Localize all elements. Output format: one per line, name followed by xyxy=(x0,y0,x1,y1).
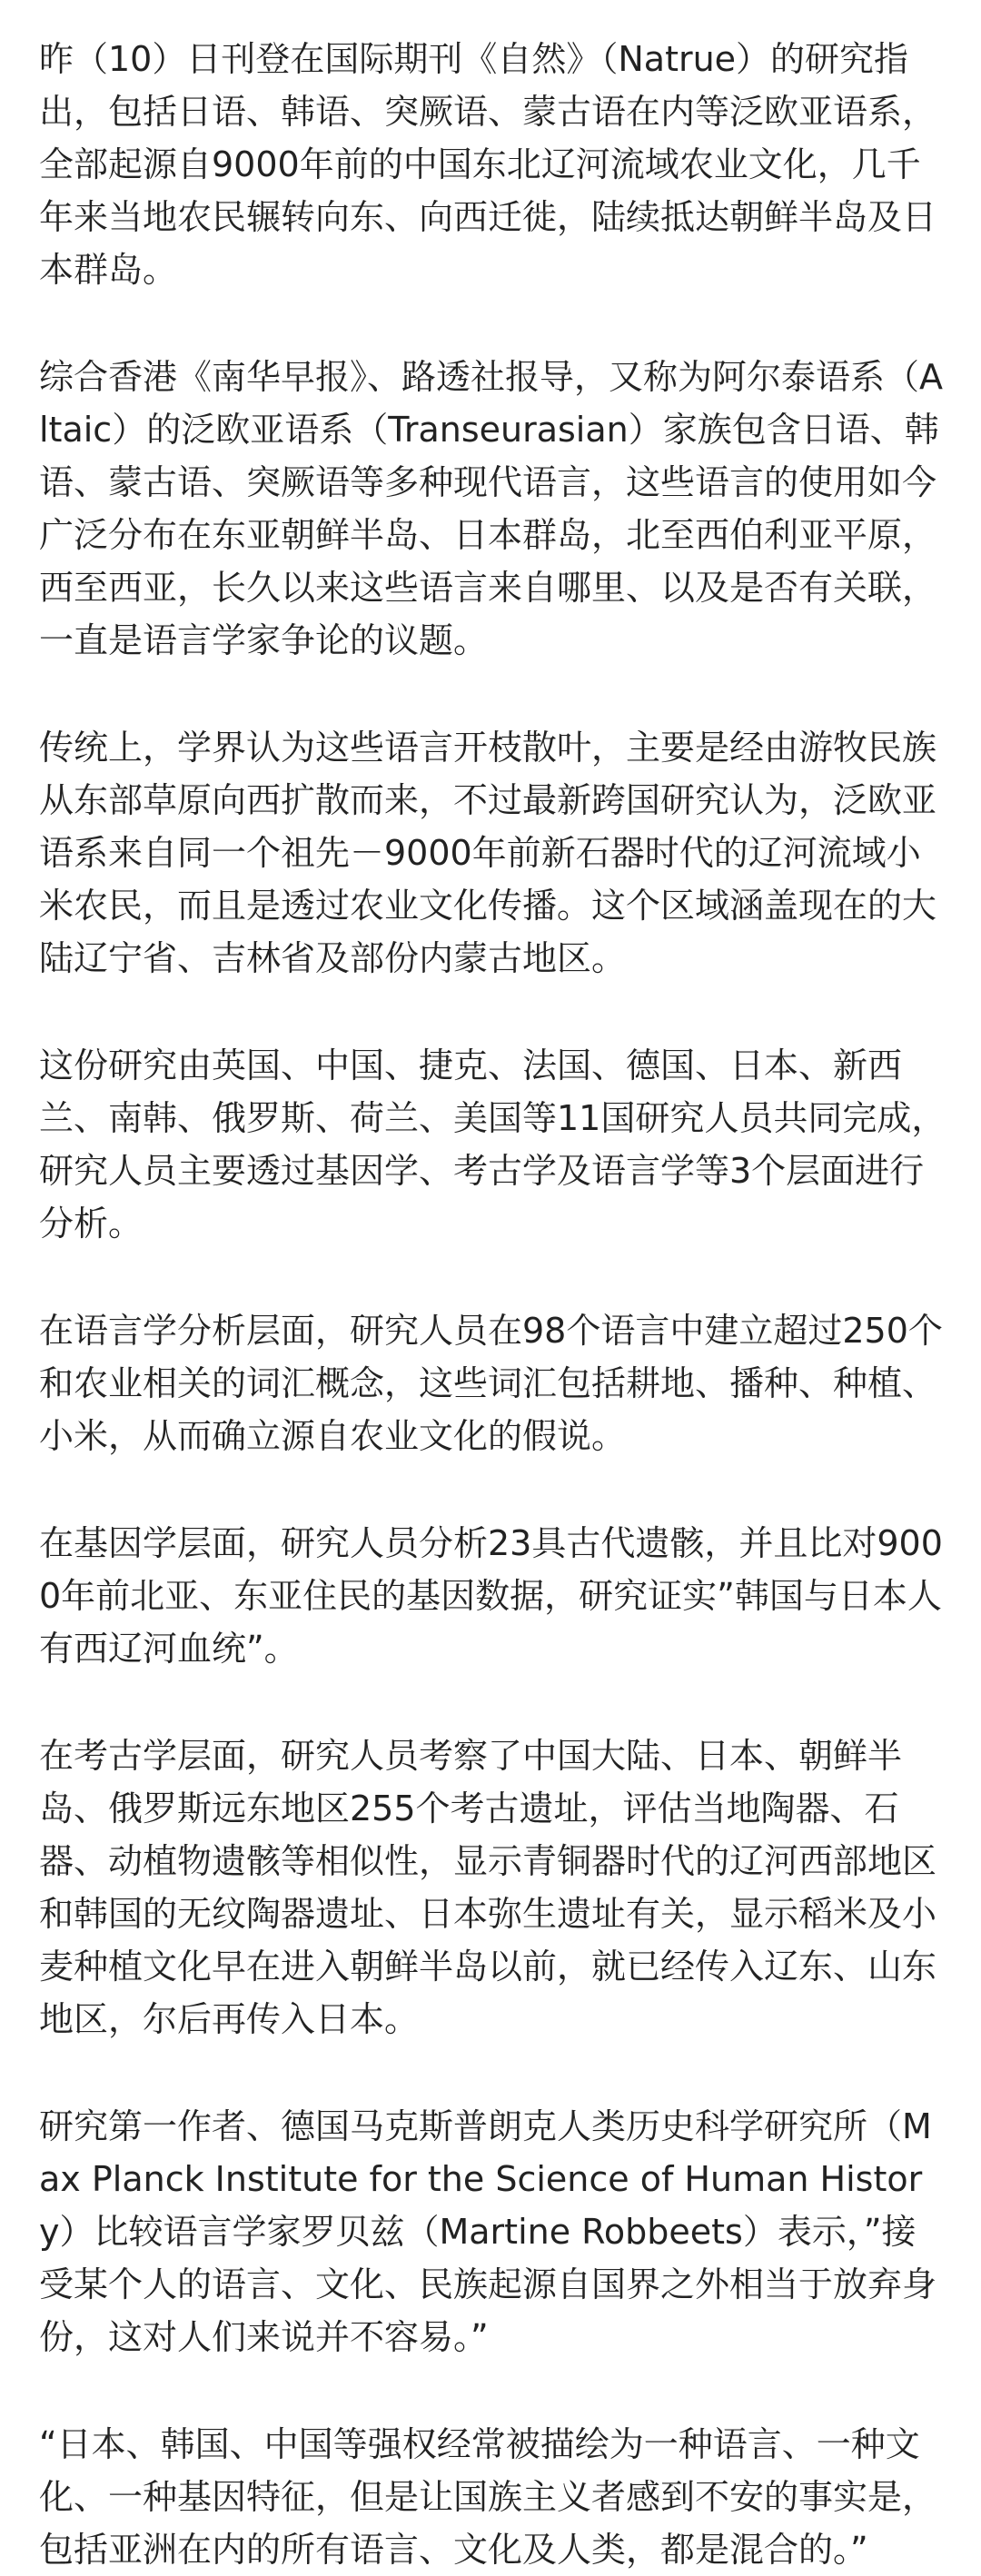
paragraph-7: 在考古学层面，研究人员考察了中国大陆、日本、朝鲜半岛、俄罗斯远东地区255个考古遗址，评估当地陶器、石器、动植物遗骸等相似性，显示青铜器时代的辽河西部地区和韩国的无纹陶器遗址、日本弥生遗址有关，显示稻米及小麦种植文化早在进入朝鲜半岛以前，就已经传入辽东、山东地区，尔后再传入日本。 xyxy=(39,1736,937,2039)
paragraph-5: 在语言学分析层面，研究人员在98个语言中建立超过250个和农业相关的词汇概念，这些词汇包括耕地、播种、种植、小米，从而确立源自农业文化的假说。 xyxy=(39,1311,943,1456)
paragraph-1: 昨（10）日刊登在国际期刊《自然》（Natrue）的研究指出，包括日语、韩语、突厥语、蒙古语在内等泛欧亚语系，全部起源自9000年前的中国东北辽河流域农业文化，几千年来当地农民辗转向东、向西迁徙，陆续抵达朝鲜半岛及日本群岛。 xyxy=(39,39,937,290)
paragraph-8: 研究第一作者、德国马克斯普朗克人类历史科学研究所（Max Planck Institute for the Science of Human History）比较语言学家罗贝兹（Martine Robbeets）表示，”接受某个人的语言、文化、民族起源自国界之外相当于放弃身份，这对人们来说并不容易。” xyxy=(39,2106,937,2357)
article-body xyxy=(39,33,947,2576)
paragraph-2: 综合香港《南华早报》、路透社报导，又称为阿尔泰语系（Altaic）的泛欧亚语系（Transeurasian）家族包含日语、韩语、蒙古语、突厥语等多种现代语言，这些语言的使用如今广泛分布在东亚朝鲜半岛、日本群岛，北至西伯利亚平原，西至西亚，长久以来这些语言来自哪里、以及是否有关联，一直是语言学家争论的议题。 xyxy=(39,357,943,660)
paragraph-3: 传统上，学界认为这些语言开枝散叶，主要是经由游牧民族从东部草原向西扩散而来，不过最新跨国研究认为，泛欧亚语系来自同一个祖先－9000年前新石器时代的辽河流域小米农民，而且是透过农业文化传播。这个区域涵盖现在的大陆辽宁省、吉林省及部份内蒙古地区。 xyxy=(39,728,937,978)
paragraph-6: 在基因学层面，研究人员分析23具古代遗骸，并且比对9000年前北亚、东亚住民的基因数据，研究证实”韩国与日本人有西辽河血统”。 xyxy=(39,1523,943,1669)
paragraph-9: “日本、韩国、中国等强权经常被描绘为一种语言、一种文化、一种基因特征，但是让国族主义者感到不安的事实是，包括亚洲在内的所有语言、文化及人类，都是混合的。” xyxy=(39,2424,937,2570)
paragraph-4: 这份研究由英国、中国、捷克、法国、德国、日本、新西兰、南韩、俄罗斯、荷兰、美国等11国研究人员共同完成，研究人员主要透过基因学、考古学及语言学等3个层面进行分析。 xyxy=(39,1045,946,1243)
